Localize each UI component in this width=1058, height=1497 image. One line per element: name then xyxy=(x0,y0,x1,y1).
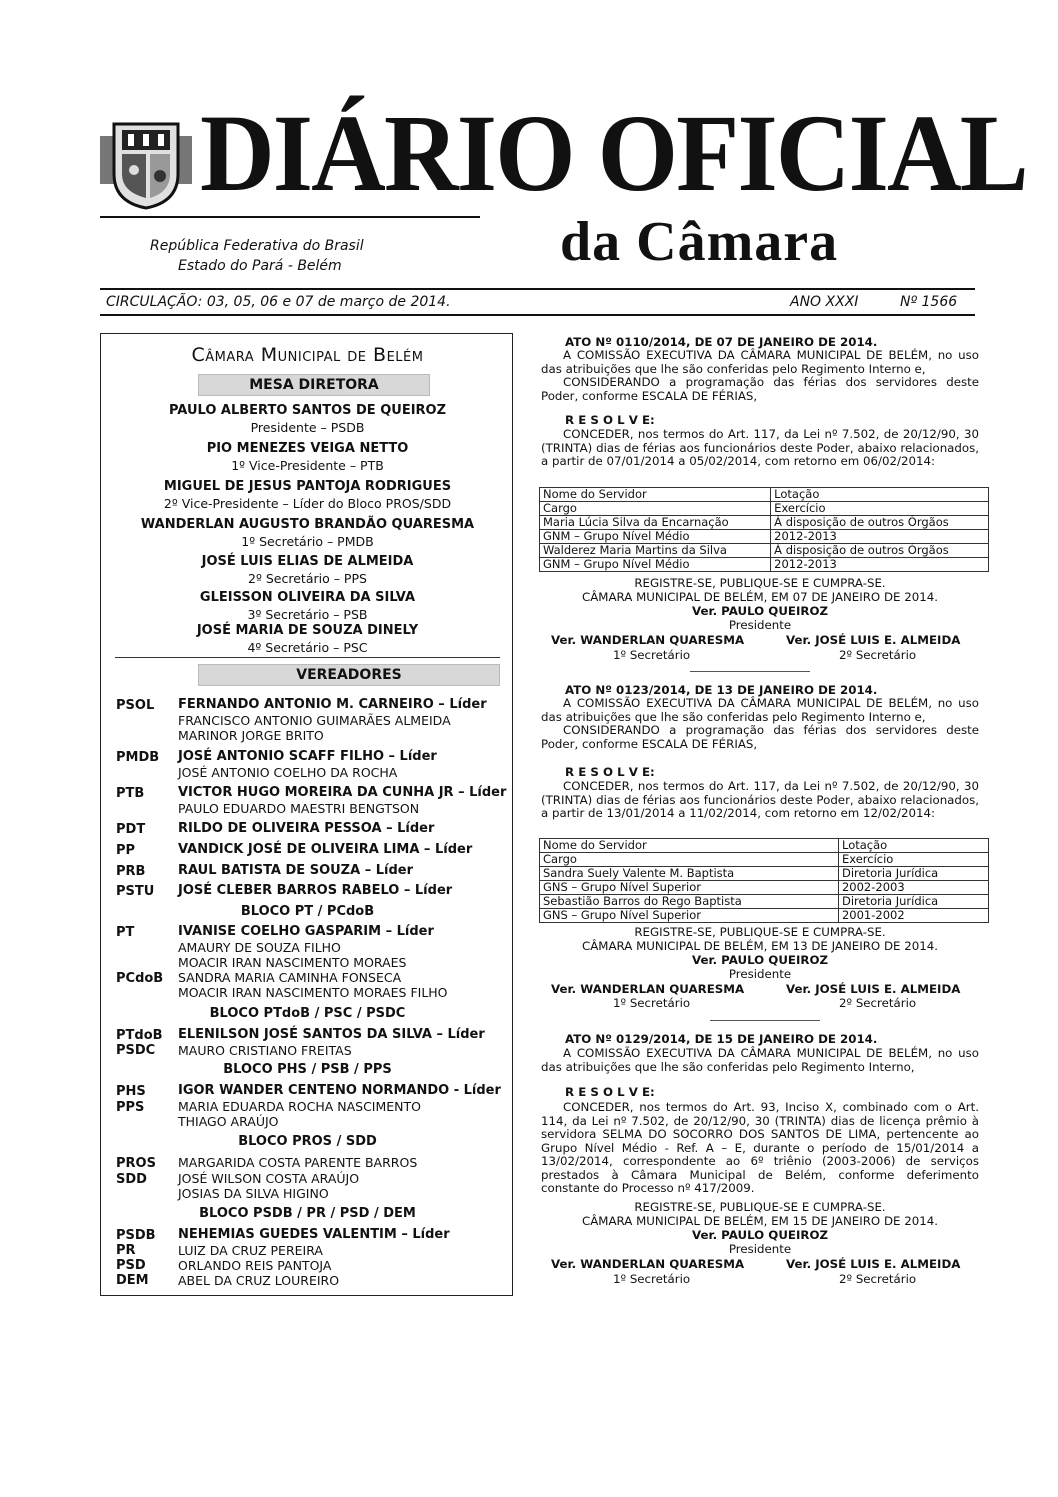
table-cell: GNM – Grupo Nível Médio xyxy=(540,558,771,572)
secretary1-signature: Ver. WANDERLAN QUARESMA xyxy=(551,1257,745,1271)
table-row xyxy=(540,544,989,558)
president-signature: Ver. PAULO QUEIROZ xyxy=(691,604,829,618)
masthead-title: DIÁRIO OFICIAL xyxy=(200,92,1027,214)
councillor-line: MARIA EDUARDA ROCHA NASCIMENTO xyxy=(178,1099,422,1114)
circulation-date: CIRCULAÇÃO: 03, 05, 06 e 07 de março de 2014. xyxy=(106,294,451,310)
councillor-line: JOSIAS DA SILVA HIGINO xyxy=(178,1186,329,1201)
section-divider xyxy=(115,657,500,658)
mesa-name: GLEISSON OLIVEIRA DA SILVA xyxy=(199,590,416,605)
ato-paragraph: CONCEDER, nos termos do Art. 117, da Lei nº 7.502, de 20/12/90, 30 (TRINTA) dias de férias aos funcionários deste Poder, abaixo relacionados, a partir de 13/01/2014 a 11/02/2014, com retorno em 12/02/2014: xyxy=(541,779,979,820)
ato-resolve: R E S O L V E: xyxy=(565,413,655,427)
table-row xyxy=(540,558,989,572)
band-rule-top xyxy=(100,288,975,290)
table-row xyxy=(540,839,989,853)
table-cell: GNS – Grupo Nível Superior xyxy=(540,881,839,895)
table-row xyxy=(540,502,989,516)
ato-title: ATO Nº 0129/2014, DE 15 DE JANEIRO DE 2014. xyxy=(565,1032,878,1046)
councillor-line: ELENILSON JOSÉ SANTOS DA SILVA – Líder xyxy=(178,1027,485,1042)
table-cell: Walderez Maria Martins da Silva xyxy=(540,544,771,558)
masthead-rule xyxy=(100,216,480,218)
councillor-line: LUIZ DA CRUZ PEREIRA xyxy=(178,1243,323,1258)
table-row xyxy=(540,867,989,881)
party-label: PP xyxy=(116,843,136,858)
table-cell: 2002-2003 xyxy=(838,881,988,895)
councillor-line: JOSÉ CLEBER BARROS RABELO – Líder xyxy=(178,883,453,898)
table-cell: Cargo xyxy=(540,502,771,516)
mesa-role: 4º Secretário – PSC xyxy=(247,640,368,655)
mesa-role: 2º Secretário – PPS xyxy=(248,571,367,586)
ato-separator xyxy=(690,671,810,672)
president-signature: Ver. PAULO QUEIROZ xyxy=(691,1228,829,1242)
president-role: Presidente xyxy=(728,967,792,981)
president-role: Presidente xyxy=(728,618,792,632)
ato-paragraph: A COMISSÃO EXECUTIVA DA CÂMARA MUNICIPAL DE BELÉM, no uso das atribuições que lhe são conferidas pelo Regimento Interno e, xyxy=(541,348,979,376)
councillor-line: MAURO CRISTIANO FREITAS xyxy=(178,1043,352,1058)
ato-place-date: CÂMARA MUNICIPAL DE BELÉM, EM 07 DE JANEIRO DE 2014. xyxy=(581,590,939,604)
ato-separator xyxy=(710,1020,820,1021)
mesa-role: 2º Vice-Presidente – Líder do Bloco PROS/SDD xyxy=(163,496,452,511)
issue-number: Nº 1566 xyxy=(900,294,958,310)
secretary1-role: 1º Secretário xyxy=(613,996,691,1010)
councillor-line: RILDO DE OLIVEIRA PESSOA – Líder xyxy=(178,821,435,836)
table-cell: Maria Lúcia Silva da Encarnação xyxy=(540,516,771,530)
councillor-line: MARINOR JORGE BRITO xyxy=(178,728,324,743)
table-row xyxy=(540,530,989,544)
secretary1-role: 1º Secretário xyxy=(613,648,691,662)
ato-paragraph: A COMISSÃO EXECUTIVA DA CÂMARA MUNICIPAL DE BELÉM, no uso das atribuições que lhe são conferidas pelo Regimento Interno, xyxy=(541,1046,979,1074)
servant-table xyxy=(539,487,989,572)
councillor-line: VICTOR HUGO MOREIRA DA CUNHA JR – Líder xyxy=(178,785,507,800)
ato-paragraph: A COMISSÃO EXECUTIVA DA CÂMARA MUNICIPAL DE BELÉM, no uso das atribuições que lhe são conferidas pelo Regimento Interno e, xyxy=(541,696,979,724)
republic-line: República Federativa do Brasil xyxy=(150,238,364,254)
councillor-line: FRANCISCO ANTONIO GUIMARÃES ALMEIDA xyxy=(178,713,451,728)
mesa-name: WANDERLAN AUGUSTO BRANDÃO QUARESMA xyxy=(140,517,475,532)
secretary2-signature: Ver. JOSÉ LUIS E. ALMEIDA xyxy=(786,982,961,996)
secretary1-signature: Ver. WANDERLAN QUARESMA xyxy=(551,982,745,996)
state-line: Estado do Pará - Belém xyxy=(178,258,342,274)
city-crest-logo xyxy=(100,118,192,210)
ato-closing: REGISTRE-SE, PUBLIQUE-SE E CUMPRA-SE. xyxy=(634,1200,886,1214)
mesa-role: Presidente – PSDB xyxy=(250,420,365,435)
table-row xyxy=(540,853,989,867)
mesa-name: PIO MENEZES VEIGA NETTO xyxy=(206,441,409,456)
secretary1-role: 1º Secretário xyxy=(613,1272,691,1286)
table-cell: Diretoria Jurídica xyxy=(838,867,988,881)
table-cell: Sebastião Barros do Rego Baptista xyxy=(540,895,839,909)
councillor-line: AMAURY DE SOUZA FILHO xyxy=(178,940,341,955)
party-label: PDT xyxy=(116,822,146,837)
party-label: PSOL xyxy=(116,698,155,713)
vereadores-header: VEREADORES xyxy=(198,664,500,686)
councillor-line: ORLANDO REIS PANTOJA xyxy=(178,1258,332,1273)
councillor-line: NEHEMIAS GUEDES VALENTIM – Líder xyxy=(178,1227,450,1242)
party-label: PSDC xyxy=(116,1043,156,1058)
councillor-line: RAUL BATISTA DE SOUZA – Líder xyxy=(178,863,413,878)
council-title: Câmara Municipal de Belém xyxy=(191,344,424,366)
councillor-line: MOACIR IRAN NASCIMENTO MORAES FILHO xyxy=(178,985,448,1000)
party-label: PHS xyxy=(116,1084,146,1099)
ato-place-date: CÂMARA MUNICIPAL DE BELÉM, EM 15 DE JANEIRO DE 2014. xyxy=(581,1214,939,1228)
president-signature: Ver. PAULO QUEIROZ xyxy=(691,953,829,967)
masthead-subtitle: da Câmara xyxy=(560,211,839,273)
table-cell: 2001-2002 xyxy=(838,909,988,923)
president-role: Presidente xyxy=(728,1242,792,1256)
table-cell: Diretoria Jurídica xyxy=(838,895,988,909)
table-cell: Exercício xyxy=(838,853,988,867)
ato-closing: REGISTRE-SE, PUBLIQUE-SE E CUMPRA-SE. xyxy=(634,576,886,590)
table-cell: GNS – Grupo Nível Superior xyxy=(540,909,839,923)
mesa-name: JOSÉ MARIA DE SOUZA DINELY xyxy=(196,623,419,638)
councillor-line: SANDRA MARIA CAMINHA FONSECA xyxy=(178,970,402,985)
ato-paragraph: CONCEDER, nos termos do Art. 93, Inciso X, combinado com o Art. 114, da Lei nº 7.502, de 20/12/90, 30 (TRINTA) dias de licença prêmio à servidora SELMA DO SOCORRO DOS SANTOS DE LIMA, pertencente ao Grupo Nível Médio - Ref. A – E, durante o período de 15/01/2014 a 13/02/2014, correspondente ao 6º triênio (2003-2006) de serviços prestados à Câmara Municipal de Belém, conforme deferimento constante do Processo nº 417/2009. xyxy=(541,1100,979,1195)
secretary2-signature: Ver. JOSÉ LUIS E. ALMEIDA xyxy=(786,633,961,647)
table-cell: À disposição de outros Órgãos xyxy=(771,516,989,530)
party-label: DEM xyxy=(116,1273,149,1288)
councillor-line: JOSÉ ANTONIO COELHO DA ROCHA xyxy=(178,765,398,780)
councillor-line: IVANISE COELHO GASPARIM – Líder xyxy=(178,924,434,939)
party-label: PR xyxy=(116,1243,136,1258)
councillor-line: JOSÉ ANTONIO SCAFF FILHO – Líder xyxy=(178,749,437,764)
ato-paragraph: CONSIDERANDO a programação das férias dos servidores deste Poder, conforme ESCALA DE FÉRIAS, xyxy=(541,723,979,751)
ato-title: ATO Nº 0123/2014, DE 13 DE JANEIRO DE 2014. xyxy=(565,683,878,697)
ato-resolve: R E S O L V E: xyxy=(565,1085,655,1099)
table-row xyxy=(540,909,989,923)
mesa-name: PAULO ALBERTO SANTOS DE QUEIROZ xyxy=(168,403,447,418)
party-label: PTdoB xyxy=(116,1028,163,1043)
ato-place-date: CÂMARA MUNICIPAL DE BELÉM, EM 13 DE JANEIRO DE 2014. xyxy=(581,939,939,953)
ato-paragraph: CONSIDERANDO a programação das férias dos servidores deste Poder, conforme ESCALA DE FÉRIAS, xyxy=(541,375,979,403)
party-label: PSDB xyxy=(116,1228,156,1243)
secretary2-role: 2º Secretário xyxy=(839,996,917,1010)
table-cell: Cargo xyxy=(540,853,839,867)
table-row xyxy=(540,895,989,909)
mesa-role: 1º Vice-Presidente – PTB xyxy=(231,458,384,473)
table-cell: Sandra Suely Valente M. Baptista xyxy=(540,867,839,881)
secretary2-signature: Ver. JOSÉ LUIS E. ALMEIDA xyxy=(786,1257,961,1271)
councillor-line: VANDICK JOSÉ DE OLIVEIRA LIMA – Líder xyxy=(178,842,473,857)
councillor-line: MARGARIDA COSTA PARENTE BARROS xyxy=(178,1155,418,1170)
party-label: PT xyxy=(116,925,135,940)
party-label: SDD xyxy=(116,1172,147,1187)
mesa-name: MIGUEL DE JESUS PANTOJA RODRIGUES xyxy=(163,479,452,494)
table-cell: Nome do Servidor xyxy=(540,488,771,502)
bloco-header: BLOCO PHS / PSB / PPS xyxy=(223,1062,392,1077)
councillor-line: MOACIR IRAN NASCIMENTO MORAES xyxy=(178,955,407,970)
ato-resolve: R E S O L V E: xyxy=(565,765,655,779)
ato-paragraph: CONCEDER, nos termos do Art. 117, da Lei nº 7.502, de 20/12/90, 30 (TRINTA) dias de férias aos funcionários deste Poder, abaixo relacionados, a partir de 07/01/2014 a 05/02/2014, com retorno em 06/02/2014: xyxy=(541,427,979,468)
table-cell: Exercício xyxy=(771,502,989,516)
band-rule-bottom xyxy=(100,314,975,316)
table-cell: 2012-2013 xyxy=(771,530,989,544)
party-label: PSD xyxy=(116,1258,146,1273)
councillor-line: THIAGO ARAÚJO xyxy=(178,1114,279,1129)
mesa-diretora-header: MESA DIRETORA xyxy=(198,374,430,396)
table-row xyxy=(540,516,989,530)
ato-title: ATO Nº 0110/2014, DE 07 DE JANEIRO DE 2014. xyxy=(565,335,878,349)
servant-table xyxy=(539,838,989,923)
table-cell: 2012-2013 xyxy=(771,558,989,572)
councillor-line: IGOR WANDER CENTENO NORMANDO - Líder xyxy=(178,1083,501,1098)
party-label: PRB xyxy=(116,864,146,879)
party-label: PPS xyxy=(116,1100,145,1115)
party-label: PMDB xyxy=(116,750,160,765)
table-cell: Nome do Servidor xyxy=(540,839,839,853)
table-cell: GNM – Grupo Nível Médio xyxy=(540,530,771,544)
table-row xyxy=(540,488,989,502)
party-label: PTB xyxy=(116,786,145,801)
ato-closing: REGISTRE-SE, PUBLIQUE-SE E CUMPRA-SE. xyxy=(634,925,886,939)
mesa-name: JOSÉ LUIS ELIAS DE ALMEIDA xyxy=(201,554,414,569)
councillor-line: PAULO EDUARDO MAESTRI BENGTSON xyxy=(178,801,420,816)
secretary1-signature: Ver. WANDERLAN QUARESMA xyxy=(551,633,745,647)
councillor-line: FERNANDO ANTONIO M. CARNEIRO – Líder xyxy=(178,697,487,712)
table-cell: Lotação xyxy=(838,839,988,853)
party-label: PSTU xyxy=(116,884,155,899)
table-cell: Lotação xyxy=(771,488,989,502)
table-cell: À disposição de outros Órgãos xyxy=(771,544,989,558)
bloco-header: BLOCO PTdoB / PSC / PSDC xyxy=(209,1006,406,1021)
councillor-line: ABEL DA CRUZ LOUREIRO xyxy=(178,1273,340,1288)
mesa-role: 1º Secretário – PMDB xyxy=(241,534,374,549)
table-row xyxy=(540,881,989,895)
bloco-header: BLOCO PT / PCdoB xyxy=(240,904,375,919)
secretary2-role: 2º Secretário xyxy=(839,1272,917,1286)
secretary2-role: 2º Secretário xyxy=(839,648,917,662)
bloco-header: BLOCO PSDB / PR / PSD / DEM xyxy=(199,1206,416,1221)
party-label: PCdoB xyxy=(116,971,164,986)
year-label: ANO XXXI xyxy=(790,294,859,310)
mesa-role: 3º Secretário – PSB xyxy=(247,607,368,622)
bloco-header: BLOCO PROS / SDD xyxy=(238,1134,377,1149)
party-label: PROS xyxy=(116,1156,156,1171)
councillor-line: JOSÉ WILSON COSTA ARAÚJO xyxy=(178,1171,360,1186)
